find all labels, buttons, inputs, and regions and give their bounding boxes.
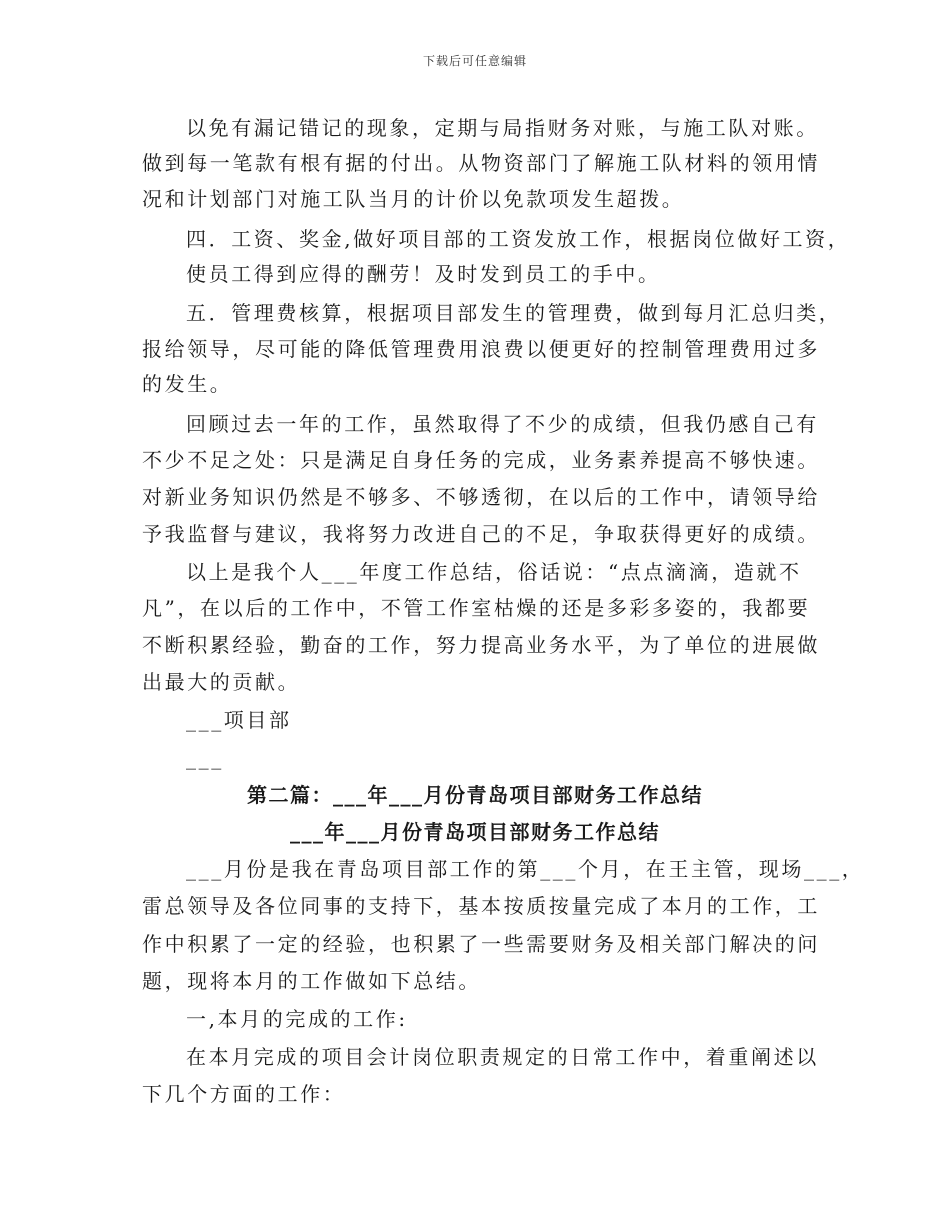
body-line: 凡”，在以后的工作中，不管工作室枯燥的还是多彩多姿的，我都要 — [142, 596, 811, 620]
signature-department: ___项目部 — [186, 708, 292, 732]
body-line: 以上是我个人___年度工作总结，俗话说：“点点滴滴，造就不 — [186, 560, 802, 584]
body-line: 回顾过去一年的工作，虽然取得了不少的成绩，但我仍感自己有 — [186, 412, 819, 436]
body-line: 作中积累了一定的经验，也积累了一些需要财务及相关部门解决的问 — [142, 932, 820, 956]
list-heading: 一,本月的完成的工作: — [186, 1007, 408, 1031]
body-line: 报给领导，尽可能的降低管理费用浪费以便更好的控制管理费用过多 — [142, 337, 820, 361]
body-line: 五．管理费核算，根据项目部发生的管理费，做到每月汇总归类， — [186, 301, 842, 325]
section-subheading: ___年___月份青岛项目部财务工作总结 — [290, 820, 660, 844]
body-line: 在本月完成的项目会计岗位职责规定的日常工作中，着重阐述以 — [186, 1045, 819, 1069]
body-line: 出最大的贡献。 — [142, 670, 301, 694]
body-line: ___月份是我在青岛项目部工作的第___个月，在王主管，现场___， — [186, 857, 865, 881]
body-line: 不少不足之处：只是满足自身任务的完成，业务素养提高不够快速。 — [142, 448, 820, 472]
body-line: 雷总领导及各位同事的支持下，基本按质按量完成了本月的工作，工 — [142, 894, 820, 918]
section-heading: 第二篇：___年___月份青岛项目部财务工作总结 — [247, 783, 703, 807]
body-line: 做到每一笔款有根有据的付出。从物资部门了解施工队材料的领用情 — [142, 151, 820, 175]
body-line: 的发生。 — [142, 372, 233, 396]
body-line: 对新业务知识仍然是不够多、不够透彻，在以后的工作中，请领导给 — [142, 485, 820, 509]
body-line: 题，现将本月的工作做如下总结。 — [142, 969, 481, 993]
body-line: 不断积累经验，勤奋的工作，努力提高业务水平，为了单位的进展做 — [142, 633, 820, 657]
page-header: 下载后可任意编辑 — [422, 54, 527, 68]
body-line: 四．工资、奖金,做好项目部的工资发放工作，根据岗位做好工资， — [186, 227, 851, 251]
body-line: 况和计划部门对施工队当月的计价以免款项发生超拨。 — [142, 187, 685, 211]
body-line: 下几个方面的工作： — [142, 1082, 346, 1106]
body-line: 使员工得到应得的酬劳！及时发到员工的手中。 — [186, 262, 661, 286]
body-line: 予我监督与建议，我将努力改进自己的不足，争取获得更好的成绩。 — [142, 522, 820, 546]
body-line: 以免有漏记错记的现象，定期与局指财务对账，与施工队对账。 — [186, 116, 819, 140]
signature-date: ___ — [186, 746, 224, 770]
